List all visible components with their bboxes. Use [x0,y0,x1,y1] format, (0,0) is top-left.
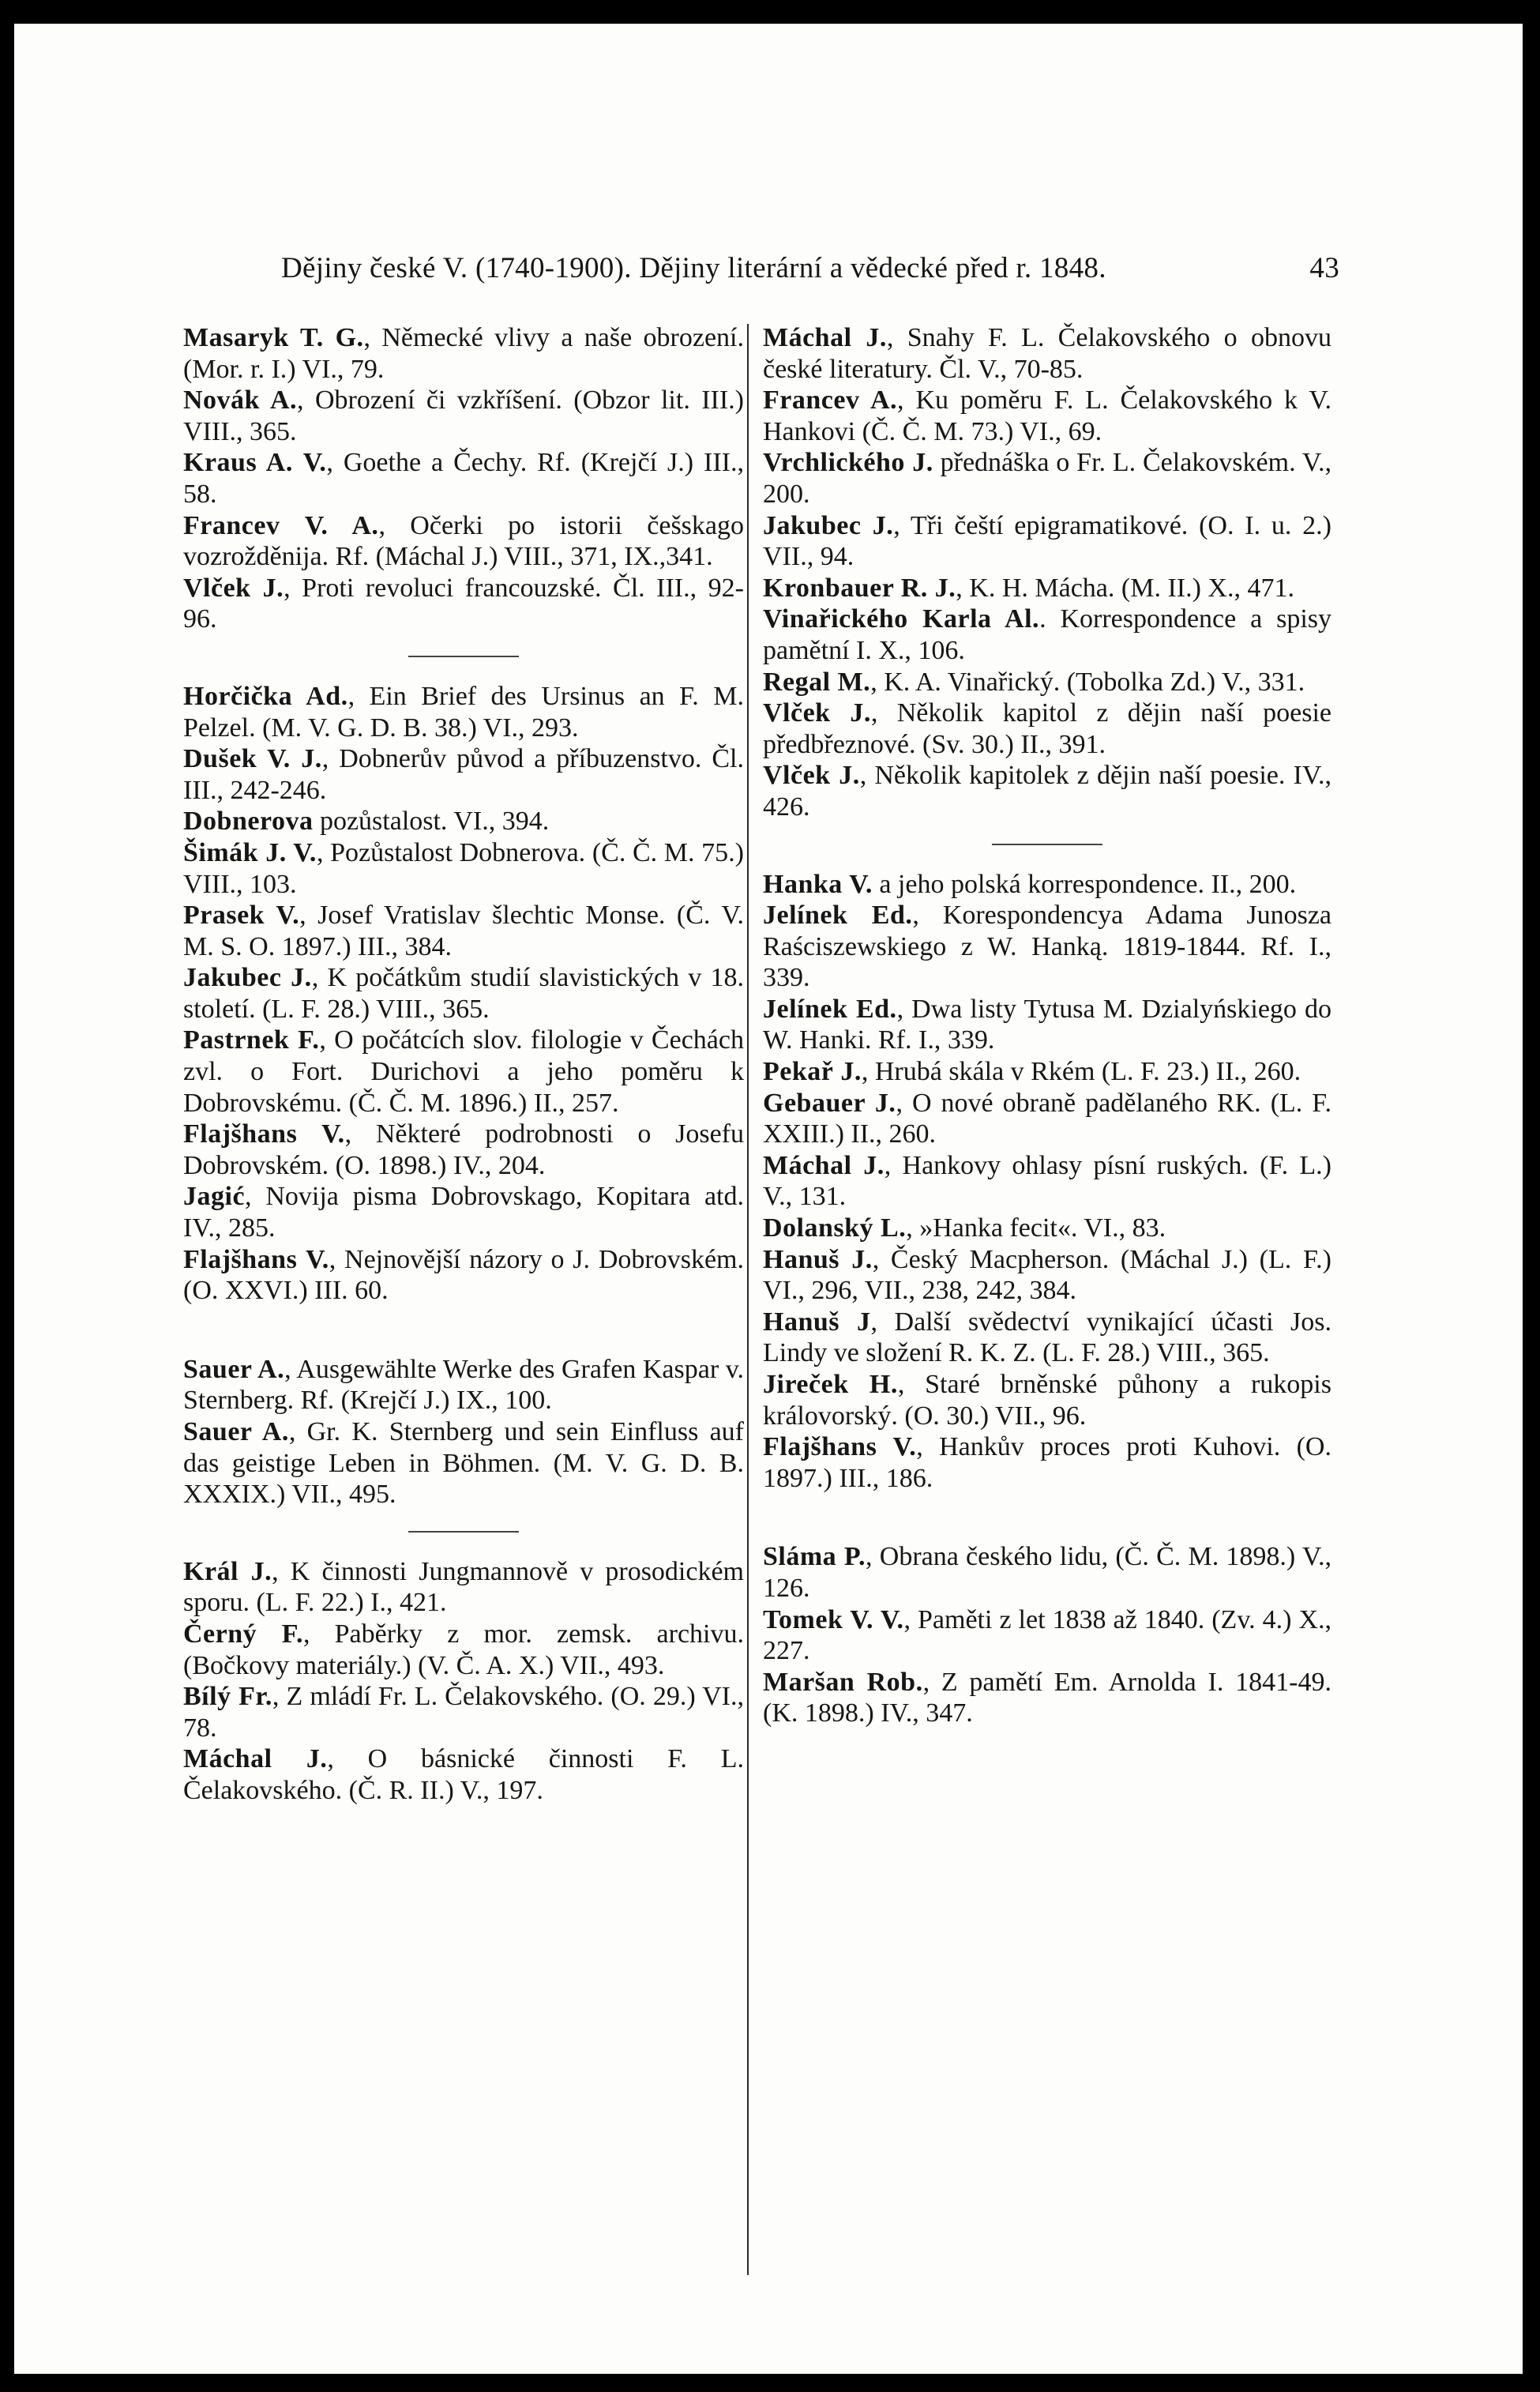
entry-text: , K. A. Vinařický. (Tobolka Zd.) V., 331. [870,667,1305,697]
entry-author: Dolanský L. [763,1213,907,1243]
entry-author: Flajšhans V. [183,1244,329,1274]
entry-text: pozůstalost. VI., 394. [313,807,550,837]
bibliography-entry [763,1088,1332,1150]
running-header [281,251,1339,285]
bibliography-entry [763,900,1332,994]
entry-author: Kronbauer R. J. [763,573,956,603]
bibliography-entry [183,510,744,573]
entry-author: Kraus A. V. [183,448,327,478]
entry-author: Dušek V. J. [183,744,322,774]
entry-author: Pekař J. [763,1057,862,1087]
entry-text: , K počátkům studií slavistických v 18. století. (L. F. 28.) VIII., 365. [183,963,744,1024]
entry-author: Tomek V. V. [763,1604,904,1634]
entry-text: , O básnické činnosti F. L. Čelakovského. (Č. R. II.) V., 197. [183,1744,744,1805]
section-separator [992,844,1102,845]
entry-text: , Dobnerův původ a příbuzenstvo. Čl. III., 242-246. [183,744,744,805]
entry-author: Flajšhans V. [183,1119,345,1149]
entry-text: , Obrození či vzkříšení. (Obzor lit. III.) VIII., 365. [183,386,745,446]
bibliography-entry [763,385,1332,447]
right-group-1 [763,322,1332,823]
entry-author: Král J. [183,1556,272,1586]
entry-author: Sláma P. [763,1542,866,1572]
bibliography-entry [183,1556,744,1619]
bibliography-entry [763,1150,1332,1213]
entry-author: Jelínek Ed. [763,994,897,1024]
entry-text: , Obrana českého lidu, (Č. Č. M. 1898.) V., 126. [763,1542,1332,1603]
bibliography-entry [763,604,1332,666]
entry-author: Hanuš J [763,1307,871,1337]
bibliography-entry [183,681,744,743]
bibliography-entry [183,1619,744,1681]
bibliography-entry [183,385,744,447]
entry-author: Gebauer J. [763,1088,896,1118]
entry-author: Flajšhans V. [763,1432,917,1462]
bibliography-entry [183,573,744,635]
entry-author: Vlček J. [763,698,871,728]
bibliography-entry [183,1743,744,1806]
left-group-2 [183,681,744,1307]
bibliography-entry [763,1213,1332,1244]
entry-text: , Další svědectví vynikající účasti Jos. Lindy ve složení R. K. Z. (L. F. 28.) VIII., 365. [763,1307,1332,1368]
entry-author: Dobnerova [183,807,314,837]
column-divider [747,324,749,2275]
entry-author: Černý F. [183,1619,303,1649]
bibliography-entry [763,1667,1332,1729]
entry-author: Vlček J. [183,573,284,603]
bibliography-entry [183,1354,744,1416]
bibliography-entry [763,1541,1332,1604]
entry-text: , Dwa listy Tytusa M. Dzialyńskiego do W. Hanki. Rf. I., 339. [763,994,1332,1055]
entry-text: přednáška o Fr. L. Čelakovském. V., 200. [763,448,1332,509]
left-group-4 [183,1556,744,1807]
left-group-1 [183,322,744,635]
entry-text: , Z pamětí Em. Arnolda I. 1841-49. (K. 1898.) IV., 347. [763,1667,1332,1728]
entry-text: , »Hanka fecit«. VI., 83. [906,1213,1166,1243]
right-group-3 [763,1541,1332,1729]
entry-text: , Snahy F. L. Čelakovského o obnovu české literatury. Čl. V., 70-85. [763,323,1332,384]
entry-text: a jeho polská korrespondence. II., 200. [872,869,1297,899]
entry-author: Máchal J. [763,1150,885,1180]
entry-author: Jelínek Ed. [763,901,913,931]
entry-text: , Z mládí Fr. L. Čelakovského. (O. 29.) VI., 78. [183,1682,744,1743]
right-column [763,322,1332,1729]
entry-text: , Paběrky z mor. zemsk. archivu. (Bočkovy materiály.) (V. Č. A. X.) VII., 493. [183,1619,744,1680]
entry-text: , Paměti z let 1838 až 1840. (Zv. 4.) X., 227. [763,1604,1332,1666]
entry-author: Prasek V. [183,901,300,931]
bibliography-entry [763,322,1332,385]
entry-text: , K činnosti Jungmannově v prosodickém sporu. (L. F. 22.) I., 421. [183,1556,745,1618]
bibliography-entry [763,447,1332,510]
entry-author: Bílý Fr. [183,1682,272,1712]
entry-text: , Některé podrobnosti o Josefu Dobrovském. (O. 1898.) IV., 204. [183,1119,745,1180]
entry-author: Hanka V. [763,869,873,899]
bibliography-entry [183,962,744,1025]
left-column [183,322,744,1807]
bibliography-entry [763,1431,1332,1494]
bibliography-entry [183,1181,744,1243]
bibliography-entry [183,1119,744,1181]
bibliography-entry [763,667,1332,698]
entry-author: Hanuš J. [763,1244,873,1274]
bibliography-entry [763,994,1332,1056]
entry-author: Jakubec J. [763,510,894,540]
bibliography-entry [183,1416,744,1510]
entry-text: , Josef Vratislav šlechtic Monse. (Č. V. M. S. O. 1897.) III., 384. [183,901,744,961]
entry-author: Vinařického Karla Al. [763,604,1040,634]
entry-author: Francev A. [763,386,898,416]
bibliography-entry [183,447,744,510]
bibliography-entry [183,1244,744,1307]
bibliography-entry [763,1056,1332,1088]
header-title: Dějiny české V. (1740-1900). Dějiny literární a vědecké před r. 1848. [281,252,1106,284]
entry-author: Jakubec J. [183,963,312,993]
entry-text: , O nové obraně padělaného RK. (L. F. XXIII.) II., 260. [763,1088,1332,1149]
bibliography-entry [183,900,744,962]
bibliography-entry [763,1244,1332,1307]
entry-text: , Český Macpherson. (Máchal J.) (L. F.) VI., 296, VII., 238, 242, 384. [763,1244,1332,1306]
bibliography-entry [183,743,744,806]
bibliography-entry [183,1681,744,1743]
entry-text: , Hankův proces proti Kuhovi. (O. 1897.) III., 186. [763,1432,1332,1493]
bibliography-entry [183,322,744,385]
bibliography-entry [763,1307,1332,1369]
section-separator [408,1531,519,1533]
entry-author: Jagić [183,1182,246,1212]
entry-author: Sauer A. [183,1417,289,1446]
bibliography-entry [763,510,1332,573]
entry-text: , Nejnovější názory o J. Dobrovském. (O. XXVI.) III. 60. [183,1244,745,1306]
entry-author: Máchal J. [763,323,887,352]
bibliography-entry [763,760,1332,822]
entry-text: , Korespondencya Adama Junosza Raściszewskiego z W. Hanką. 1819-1844. Rf. I., 339. [763,901,1332,993]
entry-text: . Korrespondence a spisy pamětní I. X., 106. [763,604,1332,665]
entry-author: Francev V. A. [183,510,379,540]
entry-text: , Ku poměru F. L. Čelakovského k V. Hankovi (Č. Č. M. 73.) VI., 69. [763,386,1332,446]
bibliography-entry [183,837,744,900]
left-group-3 [183,1354,744,1510]
entry-author: Jireček H. [763,1370,898,1399]
page-number: 43 [1309,252,1339,284]
entry-text: , Několik kapitolek z dějin naší poesie. IV., 426. [763,761,1332,822]
bibliography-entry [763,869,1332,901]
entry-text: , Hankovy ohlasy písní ruských. (F. L.) V., 131. [763,1150,1332,1212]
entry-text: , Tři čeští epigramatikové. (O. I. u. 2.) VII., 94. [763,510,1332,572]
entry-text: , Goethe a Čechy. Rf. (Krejčí J.) III., 58. [183,448,744,509]
entry-text: , Staré brněnské půhony a rukopis královorský. (O. 30.) VII., 96. [763,1370,1332,1431]
entry-author: Maršan Rob. [763,1667,923,1697]
entry-author: Novák A. [183,386,298,416]
entry-text: , Ein Brief des Ursinus an F. M. Pelzel. (M. V. G. D. B. 38.) VI., 293. [183,681,744,743]
entry-text: , K. H. Mácha. (M. II.) X., 471. [956,573,1294,603]
entry-text: , Proti revoluci francouzské. Čl. III., 92-96. [183,573,744,634]
bibliography-entry [183,1025,744,1119]
entry-author: Máchal J. [183,1744,328,1774]
entry-author: Vlček J. [763,761,860,791]
entry-author: Horčička Ad. [183,681,348,711]
bibliography-entry [763,1369,1332,1431]
entry-text: , Očerki po istorii češskago vozrožděnija. Rf. (Máchal J.) VIII., 371, IX.,341. [183,510,745,572]
bibliography-entry [763,1604,1332,1667]
entry-text: , Gr. K. Sternberg und sein Einfluss auf das geistige Leben in Böhmen. (M. V. G. D. B. XXXIX.) VII., 495. [183,1417,744,1510]
entry-author: Regal M. [763,667,871,697]
entry-author: Masaryk T. G. [183,323,364,352]
right-group-2 [763,869,1332,1495]
entry-text: , Německé vlivy a naše obrození. (Mor. r. I.) VI., 79. [183,323,744,384]
entry-author: Pastrnek F. [183,1025,320,1055]
bibliography-entry [763,698,1332,760]
entry-text: , Pozůstalost Dobnerova. (Č. Č. M. 75.) VIII., 103. [183,837,744,899]
bibliography-entry [763,573,1332,604]
entry-author: Sauer A. [183,1354,285,1384]
entry-text: , Hrubá skála v Rkém (L. F. 23.) II., 260. [861,1057,1301,1087]
entry-text: , Několik kapitol z dějin naší poesie předbřeznové. (Sv. 30.) II., 391. [763,698,1332,759]
entry-text: , Novija pisma Dobrovskago, Kopitara atd. IV., 285. [183,1182,744,1243]
section-separator [408,656,519,657]
entry-text: , Ausgewählte Werke des Grafen Kaspar v. Sternberg. Rf. (Krejčí J.) IX., 100. [183,1354,744,1416]
entry-author: Šimák J. V. [183,837,317,867]
entry-text: , O počátcích slov. filologie v Čechách zvl. o Fort. Durichovi a jeho poměru k Dobrovskému. (Č. Č. M. 1896.) II., 257. [183,1025,744,1118]
entry-author: Vrchlického J. [763,448,933,478]
bibliography-entry [183,806,744,837]
